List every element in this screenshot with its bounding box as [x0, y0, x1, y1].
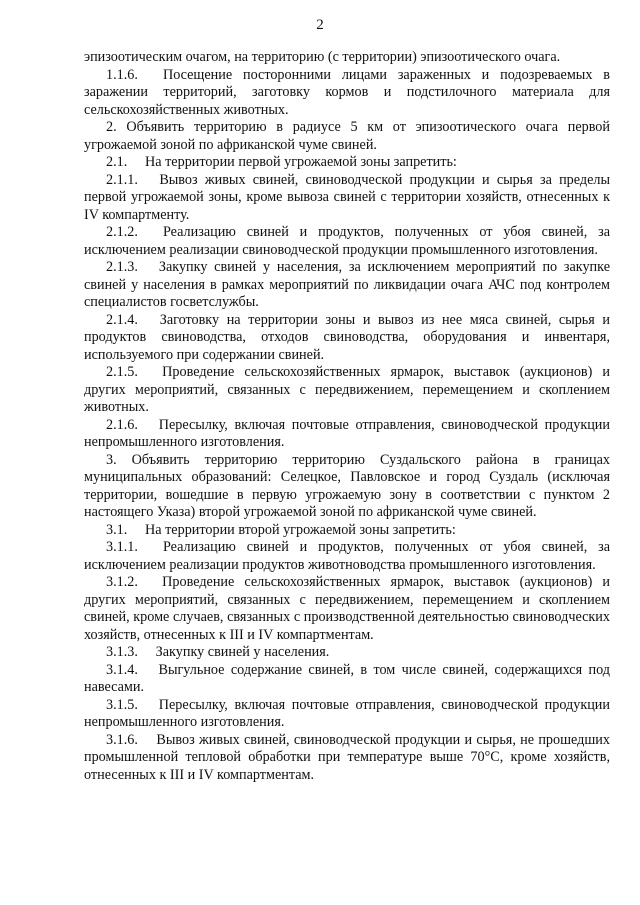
paragraph-2-1: 2.1. На территории первой угрожаемой зоны запретить: — [106, 154, 457, 170]
paragraph-2-1-3: 2.1.3. Закупку свиней у населения, за исключением мероприятий по закупке свиней у населения в рамках мероприятий по ликвидации очага АЧС под контролем специалистов госветслужбы. — [84, 259, 610, 310]
paragraph-2-1-6: 2.1.6. Пересылку, включая почтовые отправления, свиноводческой продукции непромышленного изготовления. — [84, 416, 610, 450]
paragraph-2: 2. Объявить территорию в радиусе 5 км от эпизоотического очага первой угрожаемой зоной по африканской чуме свиней. — [84, 119, 610, 153]
paragraph-3-1-1: 3.1.1. Реализацию свиней и продуктов, полученных от убоя свиней, за исключением реализации продуктов животноводства промышленного изготовления. — [84, 539, 610, 573]
paragraph-3-1-3: 3.1.3. Закупку свиней у населения. — [106, 644, 330, 660]
paragraph-3-1-6: 3.1.6. Вывоз живых свиней, свиноводческой продукции и сырья, не прошедших промышленной тепловой обработки при температуре выше 70°С, кроме хозяйств, отнесенных к III и IV компартментам. — [84, 731, 610, 783]
document-body — [84, 49, 610, 784]
page-number: 2 — [316, 17, 324, 33]
paragraph-2-1-4: 2.1.4. Заготовку на территории зоны и вывоз из нее мяса свиней, сырья и продуктов свиноводства, отходов свиноводства, оборудования и инвентаря, используемого при содержании свиней. — [84, 311, 610, 363]
paragraph-1-1-6: 1.1.6. Посещение посторонними лицами зараженных и подозреваемых в заражении территорий, заготовку кормов и подстилочного материала для сельскохозяйственных животных. — [84, 66, 610, 118]
paragraph-2-1-2: 2.1.2. Реализацию свиней и продуктов, полученных от убоя свиней, за исключением реализации свиноводческой продукции промышленного изготовления. — [84, 224, 610, 258]
paragraph-3-1-2: 3.1.2. Проведение сельскохозяйственных ярмарок, выставок (аукционов) и других мероприятий, связанных с передвижением, перемещением и скоплением свиней, кроме случаев, связанных с производственной деятельностью свиноводческих хозяйств, отнесенных к III и IV компартментам. — [84, 574, 610, 643]
paragraph-2-1-1: 2.1.1. Вывоз живых свиней, свиноводческой продукции и сырья за пределы первой угрожаемой зоны, кроме вывоза свиней с территории хозяйств, отнесенных к IV компартменту. — [84, 171, 610, 223]
paragraph-2-1-5: 2.1.5. Проведение сельскохозяйственных ярмарок, выставок (аукционов) и других мероприятий, связанных с передвижением, перемещением и скоплением животных. — [84, 364, 610, 415]
paragraph-3: 3. Объявить территорию территорию Суздальского района в границах муниципальных образований: Селецкое, Павловское и город Суздаль (исключая территории, вошедшие в первую угрожаемую зону в соответствии с пунктом 2 настоящего Указа) второй угрожаемой зоной по африканской чуме свиней. — [84, 451, 610, 520]
paragraph-3-1-5: 3.1.5. Пересылку, включая почтовые отправления, свиноводческой продукции непромышленного изготовления. — [84, 696, 610, 730]
paragraph-3-1-4: 3.1.4. Выгульное содержание свиней, в том числе свиней, содержащихся под навесами. — [84, 661, 610, 695]
paragraph-3-1: 3.1. На территории второй угрожаемой зоны запретить: — [106, 521, 456, 538]
paragraph-continuation: эпизоотическим очагом, на территорию (с территории) эпизоотического очага. — [84, 49, 561, 65]
